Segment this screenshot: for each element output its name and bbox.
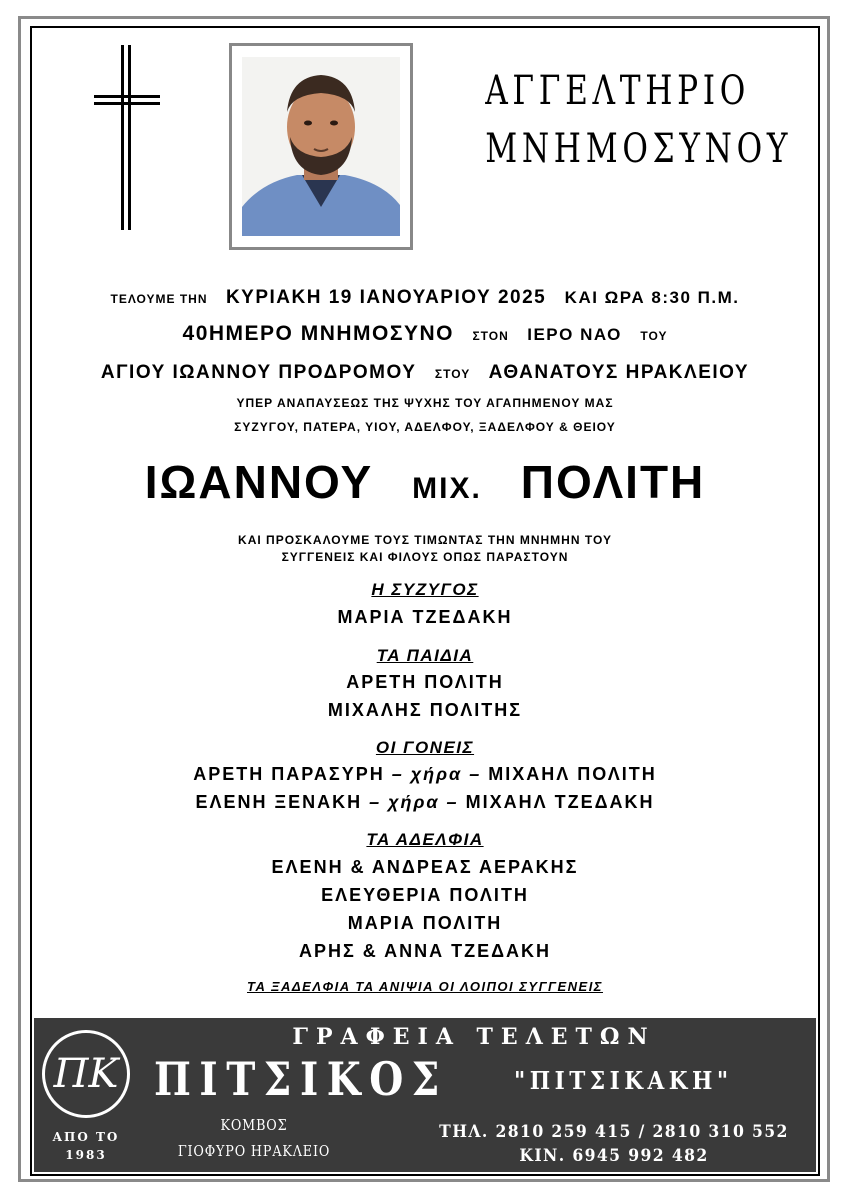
child-name-1: ΑΡΕΤΗ ΠΟΛΙΤΗ: [346, 672, 504, 692]
invite-line-1: ΚΑΙ ΠΡΟΣΚΑΛΟΥΜΕ ΤΟΥΣ ΤΙΜΩΝΤΑΣ ΤΗΝ ΜΝΗΜΗΝ ΤΟΥ: [238, 533, 612, 547]
portrait-photo: [229, 43, 413, 250]
sibling-name-1: ΕΛΕΝΗ & ΑΝΔΡΕΑΣ ΑΕΡΑΚΗΣ: [271, 857, 579, 877]
parent-line-2: ΕΛΕΝΗ ΞΕΝΑΚΗ – χήρα – ΜΙΧΑΗΛ ΤΖΕΔΑΚΗ: [195, 792, 655, 812]
siblings-heading: ΤΑ ΑΔΕΛΦΙΑ: [366, 830, 484, 849]
cross-icon: [92, 45, 162, 230]
child-name-2: ΜΙΧΑΛΗΣ ΠΟΛΙΤΗΣ: [327, 700, 523, 720]
church-line: ΑΓΙΟΥ ΙΩΑΝΝΟΥ ΠΡΟΔΡΟΜΟΥ ΣΤΟΥ ΑΘΑΝΑΤΟΥΣ ΗΡΑΚΛΕΙΟΥ: [100, 362, 750, 383]
parent-line-1: ΑΡΕΤΗ ΠΑΡΑΣΥΡΗ – χήρα – ΜΙΧΑΗΛ ΠΟΛΙΤΗ: [193, 764, 657, 784]
since-label: ΑΠΟ ΤΟ: [52, 1130, 120, 1144]
title-line-1: ΑΓΓΕΛΤΗΡΙΟ: [485, 68, 751, 114]
phone-numbers: ΤΗΛ. 2810 259 415 / 2810 310 552: [439, 1122, 789, 1142]
title-line-2: ΜΝΗΜΟΣΥΝΟΥ: [485, 126, 793, 172]
mobile-number: ΚΙΝ. 6945 992 482: [519, 1146, 709, 1166]
funeral-home-name: ΠΙΤΣΙΚΟΣ: [154, 1052, 448, 1106]
address-line-2: ΓΙΟΦΥΡΟ ΗΡΑΚΛΕΙΟ: [177, 1142, 331, 1160]
funeral-home-heading: ΓΡΑΦΕΙΑ ΤΕΛΕΤΩΝ: [292, 1024, 656, 1050]
address-line-1: ΚΟΜΒΟΣ: [220, 1116, 288, 1134]
sibling-name-2: ΕΛΕΥΘΕΡΙΑ ΠΟΛΙΤΗ: [321, 885, 529, 905]
funeral-home-logo: ΠΚ: [42, 1030, 130, 1118]
service-type-line: 40ΗΜΕΡΟ ΜΝΗΜΟΣΥΝΟ ΣΤΟΝ ΙΕΡΟ ΝΑΟ ΤΟΥ: [182, 322, 668, 345]
portrait-image: [242, 57, 400, 236]
since-year: 1983: [65, 1148, 107, 1162]
parents-heading: ΟΙ ΓΟΝΕΙΣ: [375, 738, 475, 757]
funeral-home-footer: [34, 1018, 816, 1172]
spouse-heading: Η ΣΥΖΥΓΟΣ: [371, 580, 479, 599]
other-relatives: ΤΑ ΞΑΔΕΛΦΙΑ ΤΑ ΑΝΙΨΙΑ ΟΙ ΛΟΙΠΟΙ ΣΥΓΓΕΝΕΙΣ: [247, 979, 603, 994]
relation-line: ΣΥΖΥΓΟΥ, ΠΑΤΕΡΑ, ΥΙΟΥ, ΑΔΕΛΦΟΥ, ΞΑΔΕΛΦΟΥ & ΘΕΙΟΥ: [234, 420, 616, 434]
invite-line-2: ΣΥΓΓΕΝΕΙΣ ΚΑΙ ΦΙΛΟΥΣ ΟΠΩΣ ΠΑΡΑΣΤΟΥΝ: [281, 550, 569, 564]
children-heading: ΤΑ ΠΑΙΔΙΑ: [376, 646, 474, 665]
sibling-name-4: ΑΡΗΣ & ΑΝΝΑ ΤΖΕΔΑΚΗ: [298, 941, 552, 961]
service-date-line: ΤΕΛΟΥΜΕ ΤΗΝ ΚΥΡΙΑΚΗ 19 ΙΑΝΟΥΑΡΙΟΥ 2025 ΚΑΙ ΩΡΑ 8:30 Π.Μ.: [110, 287, 740, 308]
sibling-name-3: ΜΑΡΙΑ ΠΟΛΙΤΗ: [347, 913, 503, 933]
spouse-name: ΜΑΡΙΑ ΤΖΕΔΑΚΗ: [337, 607, 513, 627]
deceased-name: ΙΩΑΝΝΟΥ ΜΙΧ. ΠΟΛΙΤΗ: [144, 456, 706, 508]
funeral-home-subname: "ΠΙΤΣΙΚΑΚΗ": [514, 1066, 733, 1095]
prayer-line: ΥΠΕΡ ΑΝΑΠΑΥΣΕΩΣ ΤΗΣ ΨΥΧΗΣ ΤΟΥ ΑΓΑΠΗΜΕΝΟΥ ΜΑΣ: [236, 396, 614, 410]
